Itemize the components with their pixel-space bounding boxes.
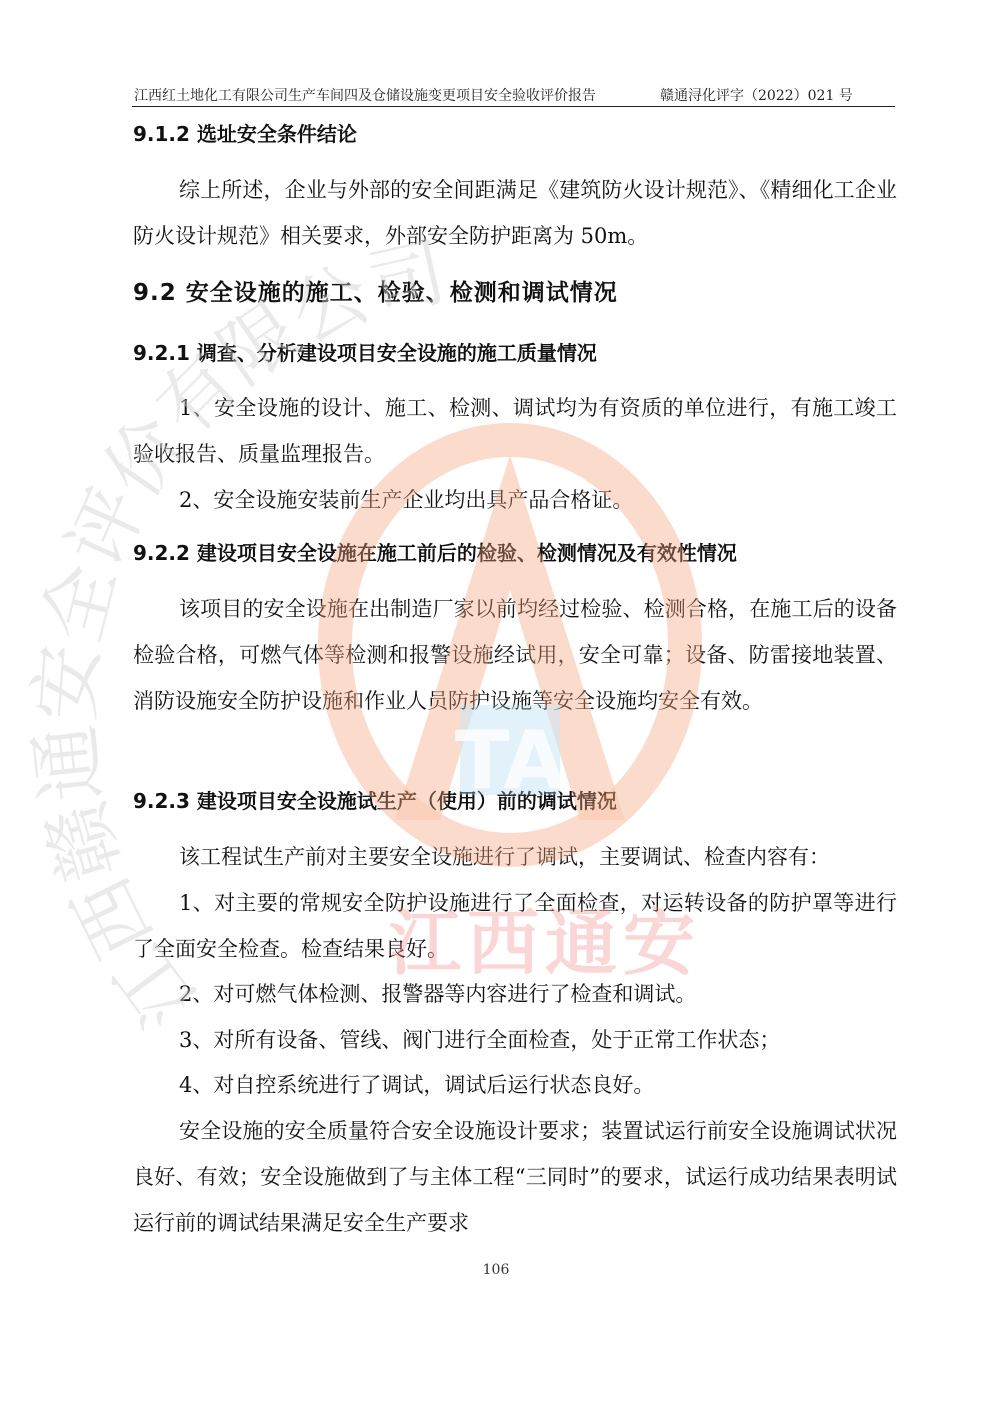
heading-9-1-2: 9.1.2 选址安全条件结论 <box>133 122 357 146</box>
paragraph-9-2-1-item2: 2、安全设施安装前生产企业均出具产品合格证。 <box>179 488 634 512</box>
running-header <box>132 86 895 107</box>
paragraph-9-2-1-item1: 1、安全设施的设计、施工、检测、调试均为有资质的单位进行，有施工竣工验收报告、质量监理报告。 <box>133 396 897 466</box>
paragraph-9-2-3-intro: 该工程试生产前对主要安全设施进行了调试，主要调试、检查内容有： <box>179 845 830 869</box>
paragraph-9-1-2: 综上所述，企业与外部的安全间距满足《建筑防火设计规范》、《精细化工企业防火设计规范》相关要求，外部安全防护距离为 50m。 <box>133 178 897 248</box>
paragraph-9-2-3-conclusion: 安全设施的安全质量符合安全设施设计要求；装置试运行前安全设施调试状况良好、有效；安全设施做到了与主体工程“三同时”的要求，试运行成功结果表明试运行前的调试结果满足安全生产要求 <box>133 1119 897 1235</box>
paragraph-9-2-3-item3: 3、对所有设备、管线、阀门进行全面检查，处于正常工作状态； <box>179 1028 781 1052</box>
paragraph-9-2-3-item4: 4、对自控系统进行了调试，调试后运行状态良好。 <box>179 1073 655 1097</box>
page-number: 106 <box>482 1262 510 1278</box>
svg-text:TA: TA <box>454 714 566 807</box>
heading-9-2: 9.2 安全设施的施工、检验、检测和调试情况 <box>133 280 618 306</box>
svg-text:江西通安: 江西通安 <box>388 901 702 985</box>
paragraph-9-2-2: 该项目的安全设施在出制造厂家以前均经过检验、检测合格，在施工后的设备检验合格，可燃气体等检测和报警设施经试用，安全可靠；设备、防雷接地装置、消防设施安全防护设施和作业人员防护设施等安全设施均安全有效。 <box>133 597 897 713</box>
paragraph-9-2-3-item2: 2、对可燃气体检测、报警器等内容进行了检查和调试。 <box>179 982 697 1006</box>
header-report-title: 江西红土地化工有限公司生产车间四及仓储设施变更项目安全验收评价报告 <box>134 88 596 104</box>
header-report-number: 赣通浔化评字（2022）021 号 <box>660 88 853 104</box>
heading-9-2-1: 9.2.1 调查、分析建设项目安全设施的施工质量情况 <box>133 341 597 365</box>
heading-9-2-2: 9.2.2 建设项目安全设施在施工前后的检验、检测情况及有效性情况 <box>133 541 737 565</box>
paragraph-9-2-3-item1: 1、对主要的常规安全防护设施进行了全面检查，对运转设备的防护罩等进行了全面安全检查。检查结果良好。 <box>133 891 897 961</box>
svg-text:江西赣通安全评价有限公司: 江西赣通安全评价有限公司 <box>19 226 454 1044</box>
heading-9-2-3: 9.2.3 建设项目安全设施试生产（使用）前的调试情况 <box>133 789 617 813</box>
